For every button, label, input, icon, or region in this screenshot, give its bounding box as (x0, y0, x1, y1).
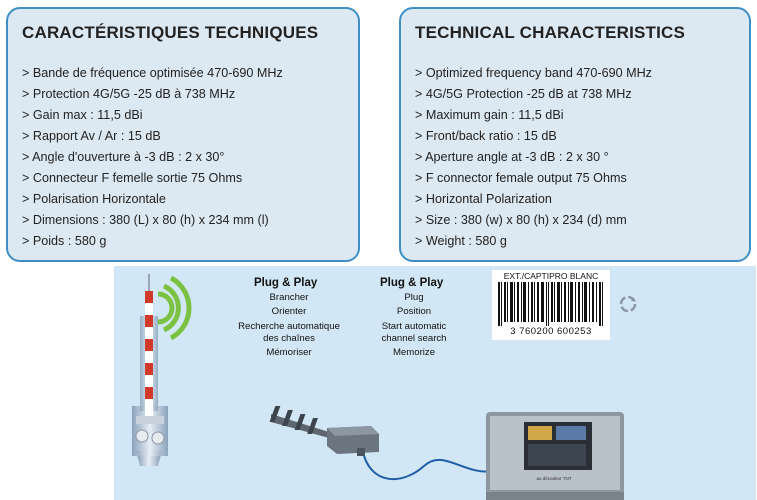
specs-fr-title: CARACTÉRISTIQUES TECHNIQUES (22, 23, 319, 42)
spec-item: > 4G/5G Protection -25 dB at 738 MHz (415, 87, 632, 101)
plug-play-en-step: Memorize (392, 347, 436, 358)
spec-item: > Size : 380 (w) x 80 (h) x 234 (d) mm (415, 213, 627, 227)
plug-play-en-step: Plug (404, 292, 424, 303)
tv-caption: au décodeur TNT (536, 476, 572, 481)
barcode-product-label: EXT./CAPTIPRO BLANC (503, 271, 599, 281)
plug-play-en-step: Start automatic (381, 321, 447, 332)
barcode-number: 3 760200 600253 (510, 326, 592, 337)
product-panel (114, 266, 756, 500)
spec-item: > Rapport Av / Ar : 15 dB (22, 129, 161, 143)
plug-play-fr-title: Plug & Play (254, 277, 318, 289)
specs-fr-box (6, 7, 360, 262)
plug-play-fr-step: des chaînes (263, 333, 315, 344)
spec-item: > Aperture angle at -3 dB : 2 x 30 ° (415, 150, 609, 164)
plug-play-en-title: Plug & Play (380, 277, 444, 289)
spec-item: > Bande de fréquence optimisée 470-690 MHz (22, 66, 283, 80)
plug-play-fr-step: Mémoriser (266, 347, 312, 358)
plug-play-en-step: channel search (381, 333, 447, 344)
tv-icon (486, 412, 624, 500)
spec-item: > Connecteur F femelle sortie 75 Ohms (22, 171, 243, 185)
spec-item: > F connector female output 75 Ohms (415, 171, 627, 185)
recycle-icon (618, 294, 638, 314)
specs-fr-list (22, 63, 344, 252)
spec-item: > Protection 4G/5G -25 dB à 738 MHz (22, 87, 236, 101)
spec-item: > Gain max : 11,5 dBi (22, 108, 143, 122)
barcode-icon (498, 282, 604, 326)
spec-item: > Weight : 580 g (415, 234, 507, 248)
spec-item: > Maximum gain : 11,5 dBi (415, 108, 564, 122)
spec-item: > Polarisation Horizontale (22, 192, 166, 206)
spec-item: > Horizontal Polarization (415, 192, 552, 206)
plug-play-en-step: Position (396, 306, 432, 317)
spec-item: > Poids : 580 g (22, 234, 107, 248)
plug-play-fr-step: Orienter (271, 306, 307, 317)
transmitter-tower-icon (114, 266, 224, 500)
plug-play-fr-step: Brancher (269, 292, 309, 303)
plug-play-fr-step: Recherche automatique (238, 321, 340, 332)
specs-en-title: TECHNICAL CHARACTERISTICS (415, 23, 686, 42)
specs-en-list (415, 63, 735, 252)
spec-item: > Angle d'ouverture à -3 dB : 2 x 30° (22, 150, 225, 164)
spec-item: > Front/back ratio : 15 dB (415, 129, 557, 143)
spec-item: > Dimensions : 380 (L) x 80 (h) x 234 mm (l) (22, 213, 269, 227)
spec-item: > Optimized frequency band 470-690 MHz (415, 66, 652, 80)
specs-en-box (399, 7, 751, 262)
barcode-label (492, 270, 610, 340)
